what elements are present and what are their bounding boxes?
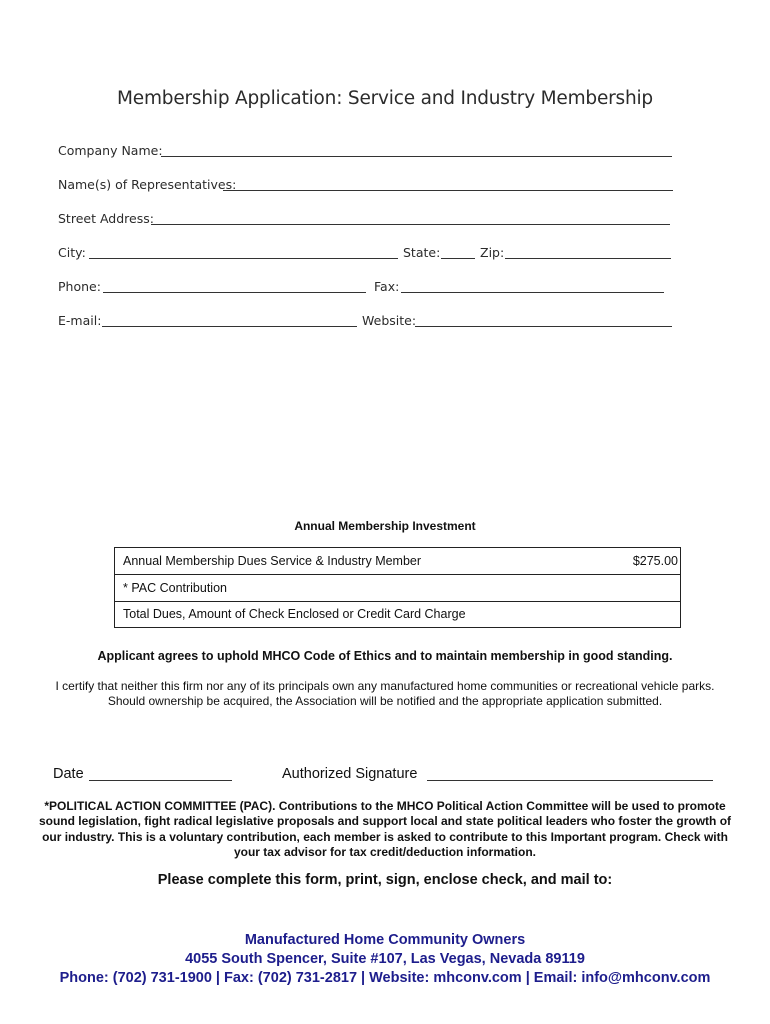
- street-address-label: Street Address:: [58, 211, 154, 226]
- zip-field[interactable]: [505, 258, 671, 259]
- zip-label: Zip:: [480, 245, 505, 260]
- page-title: Membership Application: Service and Industry Membership: [117, 88, 653, 109]
- dues-row-amount: $275.00: [632, 554, 678, 568]
- street-address-field[interactable]: [151, 224, 670, 225]
- dues-row-label: Annual Membership Dues Service & Industry Member: [123, 554, 422, 568]
- phone-label: Phone:: [58, 279, 101, 294]
- table-divider: [115, 601, 680, 602]
- ethics-agreement: Applicant agrees to uphold MHCO Code of Ethics and to maintain membership in good standing.: [97, 649, 673, 663]
- pac-row-label: * PAC Contribution: [123, 581, 227, 595]
- company-name-field[interactable]: [161, 156, 672, 157]
- company-name-label: Company Name:: [58, 143, 163, 158]
- representatives-field[interactable]: [223, 190, 673, 191]
- date-field[interactable]: [89, 780, 232, 781]
- pac-note: *POLITICAL ACTION COMMITTEE (PAC). Contributions to the MHCO Political Action Committee will be used to promote sound legislation, fight radical legislative proposals and support local and state political leaders who foster the growth of our industry. This is a voluntary contribution, each member is asked to contribute to this Important program. Check with your tax advisor for tax credit/deduction information.: [38, 799, 732, 859]
- date-label: Date: [53, 766, 84, 782]
- organization-address: 4055 South Spencer, Suite #107, Las Vegas, Nevada 89119: [185, 951, 585, 967]
- total-row-label: Total Dues, Amount of Check Enclosed or Credit Card Charge: [123, 607, 466, 621]
- website-label: Website:: [362, 313, 417, 328]
- email-field[interactable]: [102, 326, 357, 327]
- table-divider: [115, 574, 680, 575]
- fax-label: Fax:: [374, 279, 400, 294]
- phone-field[interactable]: [103, 292, 366, 293]
- organization-name: Manufactured Home Community Owners: [244, 932, 526, 948]
- state-label: State:: [403, 245, 441, 260]
- website-field[interactable]: [415, 326, 672, 327]
- fax-field[interactable]: [401, 292, 664, 293]
- email-label: E-mail:: [58, 313, 102, 328]
- ownership-certification: I certify that neither this firm nor any of its principals own any manufactured home communities or recreational vehicle parks. Should ownership be acquired, the Association will be notified and the appropriate application submitted.: [55, 679, 715, 708]
- mail-instructions: Please complete this form, print, sign, enclose check, and mail to:: [157, 872, 613, 888]
- representatives-label: Name(s) of Representatives:: [58, 177, 237, 192]
- organization-contact: Phone: (702) 731-1900 | Fax: (702) 731-2817 | Website: mhconv.com | Email: info@mhconv.com: [59, 970, 711, 986]
- signature-field[interactable]: [427, 780, 713, 781]
- investment-title: Annual Membership Investment: [294, 519, 476, 533]
- city-field[interactable]: [89, 258, 398, 259]
- city-label: City:: [58, 245, 86, 260]
- state-field[interactable]: [441, 258, 475, 259]
- authorized-signature-label: Authorized Signature: [282, 766, 418, 782]
- dues-table: [114, 547, 681, 628]
